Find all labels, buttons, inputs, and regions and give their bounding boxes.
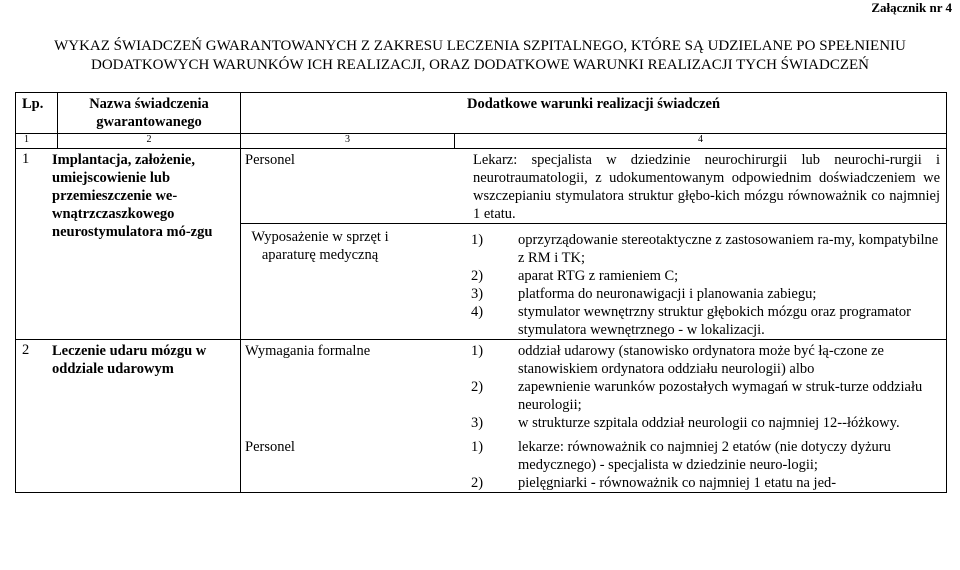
service-name: Leczenie udaru mózgu w oddziale udarowym bbox=[52, 343, 207, 377]
column-number-2: 2 bbox=[58, 134, 241, 149]
list-item: 1) lekarze: równoważnik co najmniej 2 etatów (nie dotyczy dyżuru medycznego) - specjalista w dziedzinie neuro-logii; bbox=[471, 439, 891, 473]
title-line-1: WYKAZ ŚWIADCZEŃ GWARANTOWANYCH Z ZAKRESU LECZENIA SZPITALNEGO, KTÓRE SĄ UDZIELANE PO SPEŁNIENIU bbox=[54, 38, 906, 54]
list-item: 2) aparat RTG z ramieniem C; bbox=[471, 268, 679, 284]
condition-section bbox=[241, 149, 947, 224]
column-number-row bbox=[16, 134, 947, 149]
section-label: Personel bbox=[245, 152, 295, 168]
table-row bbox=[16, 340, 947, 493]
condition-section bbox=[241, 224, 947, 340]
annex-label: Załącznik nr 4 bbox=[871, 0, 952, 15]
row-number: 2 bbox=[22, 342, 30, 358]
section-list bbox=[455, 438, 946, 492]
list-item: 4) stymulator wewnętrzny struktur głębokich mózgu oraz programator stymulatora wewnętrznego - w lokalizacji. bbox=[471, 304, 911, 338]
section-text: Lekarz: specjalista w dziedzinie neurochirurgii lub neurochi-rurgii i neurotraumatologii, z udokumentowanym odpowiednim doświadczeniem we wszczepianiu stymulatora struktur głębo-kich mózgu równoważnik co najmniej 1 etatu. bbox=[473, 152, 941, 222]
list-item: 3) w strukturze szpitala oddział neurologii co najmniej 12--łóżkowy. bbox=[471, 415, 900, 431]
row-number: 1 bbox=[22, 151, 30, 167]
service-cell bbox=[16, 340, 241, 493]
title-line-2: DODATKOWYCH WARUNKÓW ICH REALIZACJI, ORAZ DODATKOWE WARUNKI REALIZACJI TYCH ŚWIADCZEŃ bbox=[90, 57, 869, 73]
header-conditions: Dodatkowe warunki realizacji świadczeń bbox=[241, 93, 947, 134]
section-list bbox=[455, 228, 946, 339]
section-list bbox=[455, 342, 946, 432]
list-item: 3) platforma do neuronawigacji i planowania zabiegu; bbox=[471, 286, 817, 302]
list-item: 1) oddział udarowy (stanowisko ordynatora może być łą-czone ze stanowiskiem ordynatora oddziału neurologii) albo bbox=[471, 343, 884, 377]
list-item: 1) oprzyrządowanie stereotaktyczne z zastosowaniem ra-my, kompatybilne z RM i TK; bbox=[471, 232, 939, 266]
list-item: 2) pielęgniarki - równoważnik co najmniej 1 etatu na jed- bbox=[471, 475, 837, 491]
section-label: Personel bbox=[245, 439, 295, 455]
header-name: Nazwa świadczenia gwarantowanego bbox=[58, 93, 241, 134]
table-row bbox=[16, 149, 947, 224]
table-header-row bbox=[16, 93, 947, 134]
column-number-4: 4 bbox=[455, 134, 947, 149]
header-lp: Lp. bbox=[16, 93, 58, 134]
service-cell bbox=[16, 149, 241, 340]
services-table bbox=[15, 92, 947, 493]
list-item: 2) zapewnienie warunków pozostałych wymagań w struk-turze oddziału neurologii; bbox=[471, 379, 923, 413]
condition-section bbox=[241, 340, 947, 493]
section-text-wrap bbox=[455, 151, 946, 223]
service-name: Implantacja, założenie, umiejscowienie lub przemieszczenie we-wnątrzczaszkowego neurostymulatora mó-zgu bbox=[52, 152, 213, 240]
section-label: Wymagania formalne bbox=[245, 343, 371, 359]
document-title bbox=[0, 37, 960, 75]
section-label: Wyposażenie w sprzęt i aparaturę medyczną bbox=[251, 229, 389, 263]
column-number-1: 1 bbox=[16, 134, 58, 149]
column-number-3: 3 bbox=[241, 134, 455, 149]
